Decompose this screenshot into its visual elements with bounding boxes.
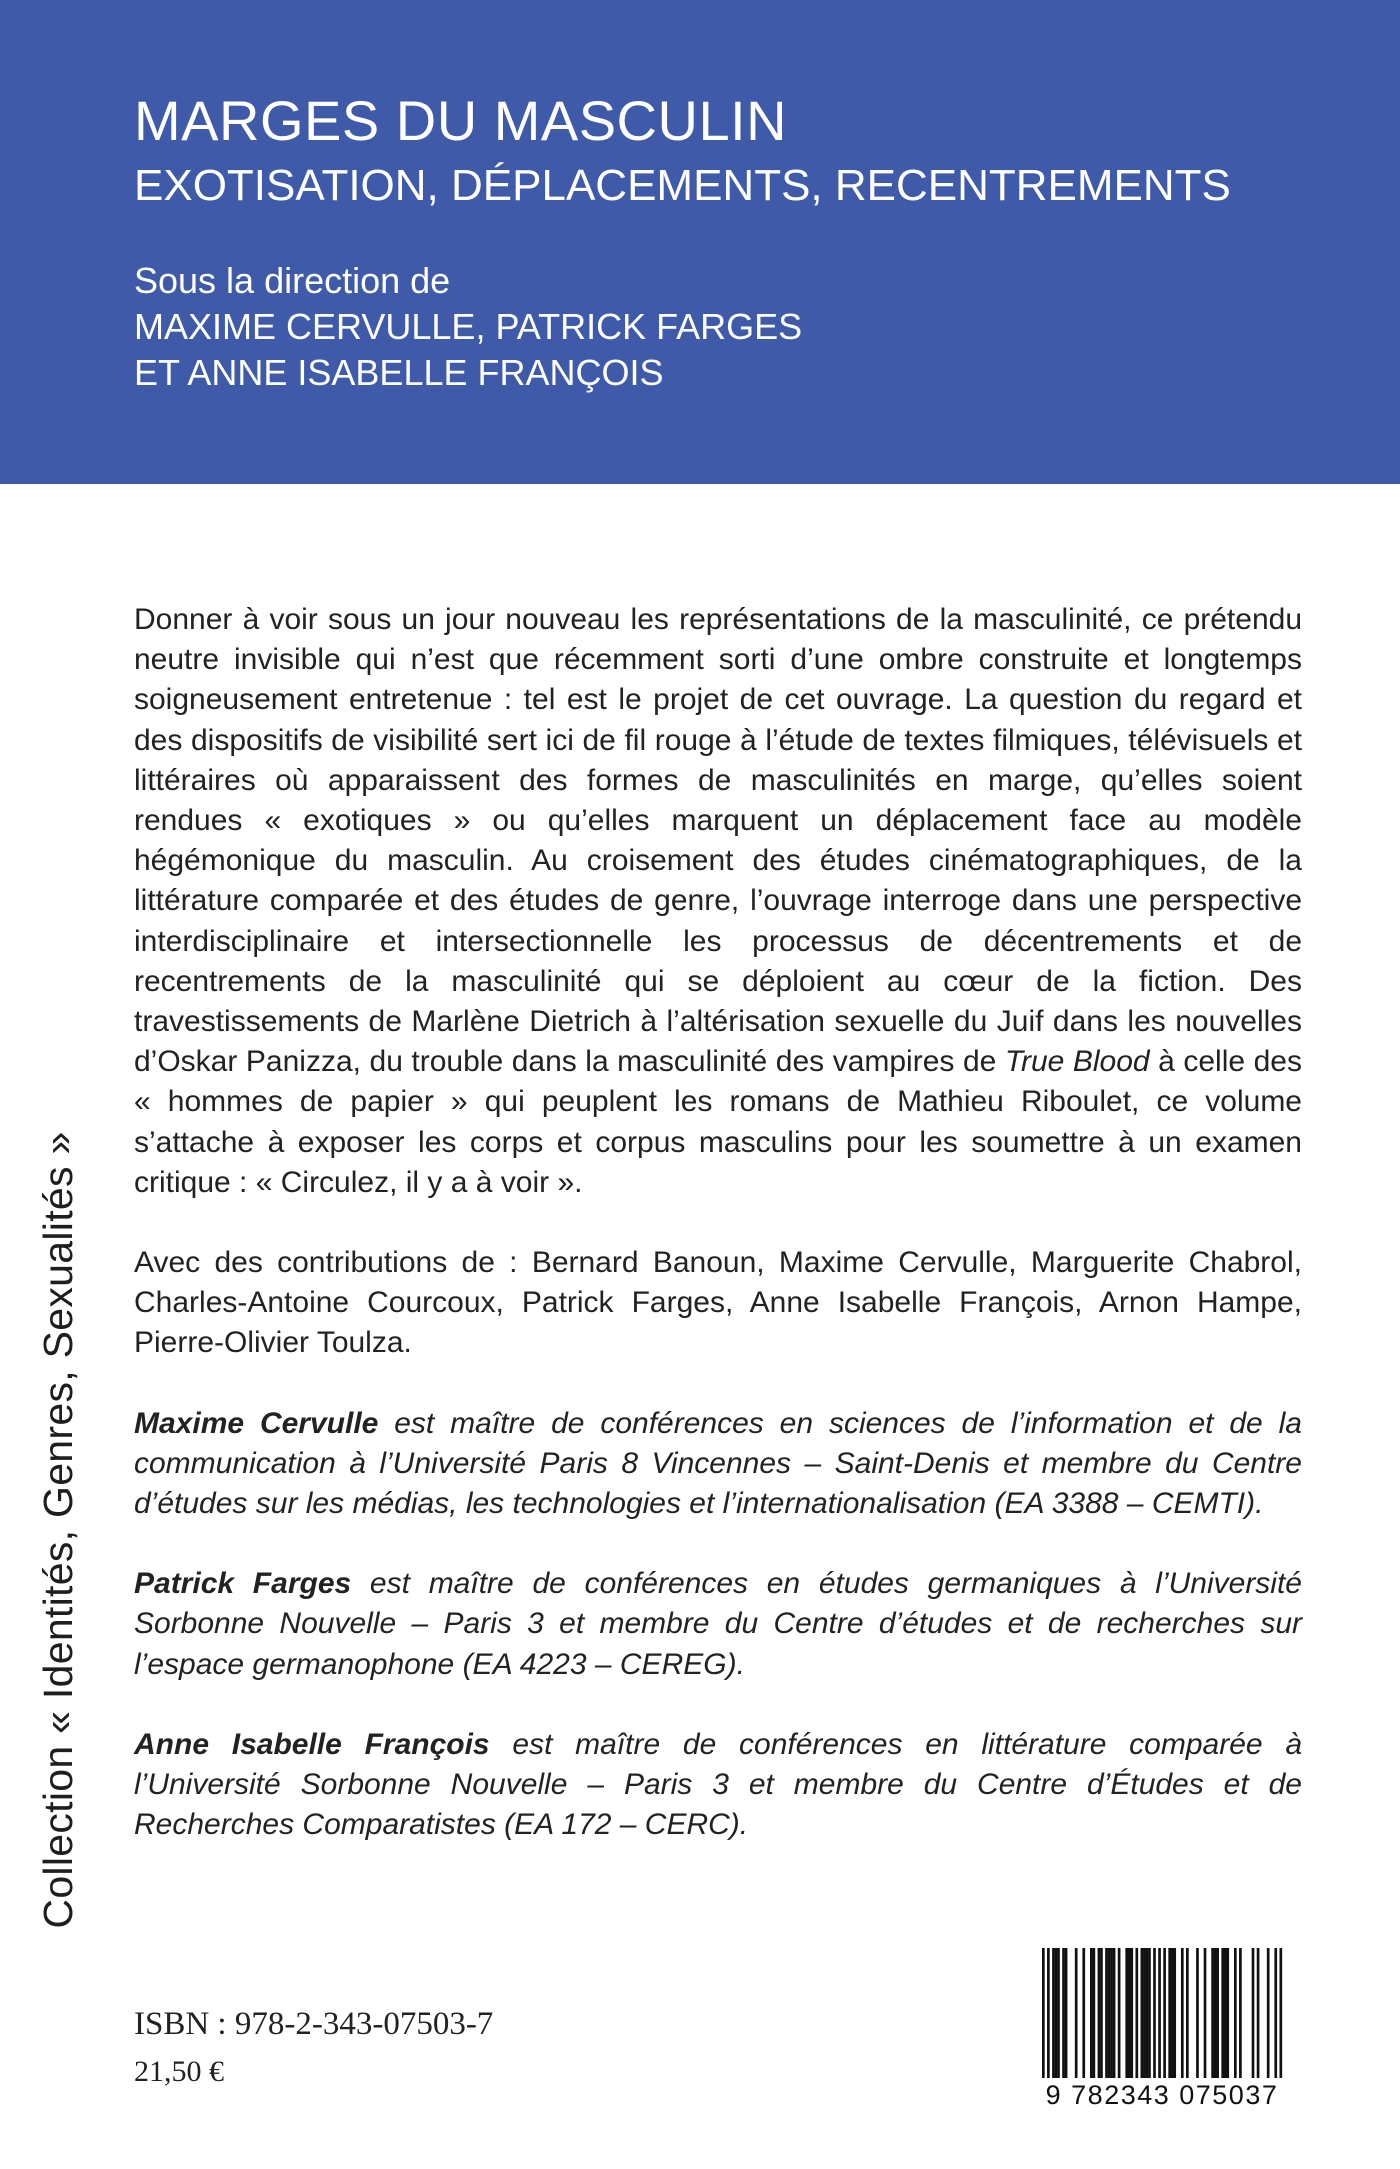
barcode-bar: [1108, 1948, 1111, 2078]
bio-text: est maître de conférences en études germaniques à l’Université Sorbonne Nouvelle – Paris 3 et membre du Centre d’études et de recherches sur l’espace germanophone (EA 4223 – CEREG).: [134, 1567, 1302, 1681]
barcode-bar: [1100, 1948, 1103, 2078]
barcode-bar: [1090, 1948, 1093, 2078]
barcode-bar: [1128, 1948, 1131, 2078]
header-band: [0, 0, 1400, 484]
price: 21,50 €: [134, 2055, 224, 2088]
barcode-bar: [1204, 1948, 1207, 2078]
summary-paragraph: [134, 600, 1302, 1203]
barcode-bar: [1173, 1948, 1176, 2078]
barcode-bar: [1279, 1948, 1282, 2090]
summary-part-2: à celle des « hommes de papier » qui peuplent les romans de Mathieu Riboulet, ce volume s’attache à exposer les corps et corpus masculins pour les soumettre à un examen critique : « Circulez, il y a à voir ».: [134, 1045, 1302, 1199]
bio-farges: [134, 1564, 1302, 1685]
bio-francois: [134, 1725, 1302, 1846]
barcode-bar: [1234, 1948, 1237, 2078]
bio-text: est maître de conférences en sciences de l’information et de la communication à l’Université Paris 8 Vincennes – Saint-Denis et membre du Centre d’études sur les médias, les technologies et l’internationalisation (EA 3388 – CEMTI).: [134, 1406, 1302, 1521]
barcode-bar: [1214, 1948, 1217, 2078]
barcode-bar: [1141, 1948, 1144, 2078]
barcode-bar: [1171, 1948, 1174, 2078]
barcode-bar: [1226, 1948, 1229, 2078]
barcode-bar: [1082, 1948, 1085, 2078]
barcode-bar: [1163, 1948, 1166, 2090]
barcode-bar: [1065, 1948, 1068, 2078]
barcode-bar: [1153, 1948, 1156, 2078]
back-cover-text: [134, 600, 1302, 1885]
barcode-bar: [1105, 1948, 1108, 2078]
barcode-bar: [1052, 1948, 1055, 2078]
barcode-bar: [1113, 1948, 1116, 2078]
barcode-bar: [1274, 1948, 1277, 2090]
barcode-bar: [1098, 1948, 1101, 2078]
barcode-bar: [1075, 1948, 1078, 2078]
barcode-number: 9 782343 075037: [1028, 2078, 1296, 2112]
bio-name: Anne Isabelle François: [134, 1727, 490, 1761]
bio-name: Maxime Cervulle: [134, 1406, 379, 1440]
book-subtitle: EXOTISATION, DÉPLACEMENTS, RECENTREMENTS: [134, 161, 1231, 210]
barcode-bar: [1186, 1948, 1189, 2078]
barcode-bar: [1125, 1948, 1128, 2078]
barcode-bar: [1047, 1948, 1050, 2090]
barcode-bar: [1221, 1948, 1224, 2078]
barcode-bar: [1181, 1948, 1184, 2078]
isbn: ISBN : 978-2-343-07503-7: [134, 2006, 494, 2042]
barcode-bar: [1055, 1948, 1058, 2078]
barcode-bar: [1135, 1948, 1138, 2078]
bio-cervulle: [134, 1404, 1302, 1525]
summary-part-1: Donner à voir sous un jour nouveau les représentations de la masculinité, ce prétendu neutre invisible qui n’est que récemment sorti d’une ombre construite et longtemps soigneusement entretenue : tel est le projet de cet ouvrage. La question du regard et des dispositifs de visibilité sert ici de fil rouge à l’étude de textes filmiques, télévisuels et littéraires où apparaissent des formes de masculinités en marge, qu’elles soient rendues « exotiques » ou qu’elles marquent un déplacement face au modèle hégémonique du masculin. Au croisement des études cinématographiques, de la littérature comparée et des études de genre, l’ouvrage interroge dans une perspective interdisciplinaire et intersectionnelle les processus de décentrements et de recentrements de la masculinité qui se déploient au cœur de la fiction. Des travestissements de Marlène Dietrich à l’altérisation sexuelle du Juif dans les nouvelles d’Oskar Panizza, du trouble dans la masculinité des vampires de: [134, 603, 1302, 1079]
barcode-bar: [1148, 1948, 1151, 2078]
editors-block: [134, 258, 802, 396]
barcode-bar: [1196, 1948, 1199, 2078]
collection-name: Collection « Identités, Genres, Sexualités »: [35, 1131, 81, 1929]
barcode-bar: [1252, 1948, 1255, 2078]
barcode-bar: [1211, 1948, 1214, 2078]
barcode-bar: [1093, 1948, 1096, 2078]
contributors-paragraph: Avec des contributions de : Bernard Banoun, Maxime Cervulle, Marguerite Chabrol, Charles-Antoine Courcoux, Patrick Farges, Anne Isabelle François, Arnon Hampe, Pierre-Olivier Toulza.: [134, 1246, 1302, 1360]
barcode-bar: [1110, 1948, 1113, 2078]
barcode-bar: [1168, 1948, 1171, 2078]
barcode-bar: [1267, 1948, 1270, 2078]
barcode-bar: [1130, 1948, 1133, 2078]
barcode-bar: [1239, 1948, 1242, 2078]
barcode-bar: [1158, 1948, 1161, 2090]
barcode-bar: [1057, 1948, 1060, 2078]
summary-italic-title: True Blood: [1004, 1045, 1150, 1079]
barcode-bar: [1118, 1948, 1121, 2078]
barcode-bar: [1257, 1948, 1260, 2078]
bio-name: Patrick Farges: [134, 1567, 352, 1601]
barcode: [1028, 1948, 1296, 2116]
barcode-bar: [1143, 1948, 1146, 2078]
barcode-bar: [1224, 1948, 1227, 2078]
direction-intro: Sous la direction de: [134, 260, 451, 301]
barcode-bar: [1062, 1948, 1065, 2078]
bio-text: est maître de conférences en littérature comparée à l’Université Sorbonne Nouvelle – Paris 3 et membre du Centre d’Études et de Recherches Comparatistes (EA 172 – CERC).: [134, 1727, 1303, 1842]
editors-line-1: MAXIME CERVULLE, PATRICK FARGES: [134, 306, 803, 347]
barcode-bar: [1216, 1948, 1219, 2078]
editors-line-2: ET ANNE ISABELLE FRANÇOIS: [134, 352, 664, 393]
book-title: MARGES DU MASCULIN: [134, 89, 788, 152]
barcode-bar: [1042, 1948, 1045, 2090]
barcode-bar: [1146, 1948, 1149, 2078]
